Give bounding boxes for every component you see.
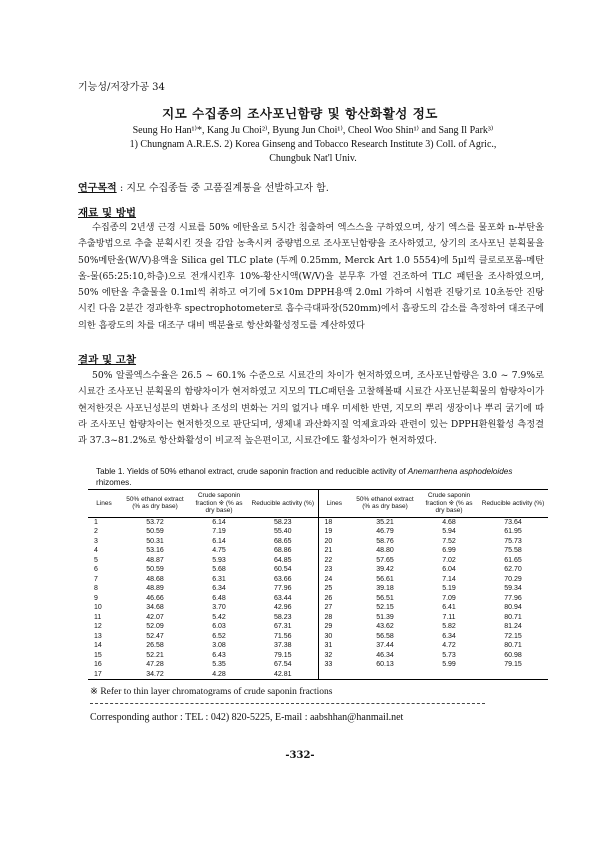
table-cell: 6.14	[212, 518, 226, 526]
table-cell: 6.14	[212, 537, 226, 545]
table-cell: 11	[94, 613, 102, 621]
research-purpose	[78, 179, 329, 194]
table-cell: 46.34	[376, 651, 394, 659]
divider	[90, 703, 485, 704]
table-cell: 71.56	[273, 632, 292, 640]
table-cell: 4.72	[442, 642, 456, 649]
table-cell: 6.34	[212, 585, 226, 592]
purpose-label: 연구목적	[78, 183, 117, 194]
table-cell: 6.48	[212, 594, 226, 602]
table-cell: 10	[94, 604, 102, 611]
table-cell: 29	[318, 622, 350, 632]
table-cell: 59.34	[504, 585, 522, 592]
table-cell: 50.31	[146, 537, 164, 545]
table-cell: 5.19	[442, 585, 456, 592]
table-cell	[350, 670, 420, 680]
col-ethanol: 50% ethanol extract (% as dry base)	[120, 490, 190, 518]
table-row	[88, 556, 548, 566]
col-ethanol: 50% ethanol extract (% as dry base)	[350, 490, 420, 518]
paper-title: 지모 수집종의 조사포닌함량 및 항산화활성 정도	[162, 106, 438, 121]
table-cell: 48.87	[146, 556, 164, 564]
table-cell: 37.44	[376, 642, 394, 649]
table-cell: 5.93	[212, 556, 226, 564]
table-row	[88, 660, 548, 670]
table-cell: 34.72	[120, 670, 190, 680]
table-cell: 5.68	[212, 566, 226, 573]
table-cell: 26	[318, 594, 350, 604]
table-cell: 80.71	[504, 642, 522, 649]
table-row	[88, 584, 548, 594]
table-cell: 79.15	[504, 661, 522, 668]
table-cell: 20	[318, 537, 350, 547]
col-activity: Reducible activity (%)	[248, 490, 318, 518]
table-cell: 64.85	[273, 556, 292, 564]
corresponding-author: Corresponding author : TEL : 042) 820-5225, E-mail : aabshhan@hanmail.net	[90, 712, 404, 723]
table-cell: 9	[94, 594, 98, 602]
table-cell: 5.73	[442, 651, 456, 659]
col-saponin: Crude saponin fraction ※ (% as dry base)	[420, 490, 478, 518]
table-footnote: ※ Refer to thin layer chromatograms of crude saponin fractions	[90, 687, 333, 697]
table-cell: 46.66	[146, 594, 164, 602]
table-cell: 60.13	[376, 661, 394, 668]
table-cell: 5.42	[212, 613, 226, 621]
table-cell: 4.68	[442, 518, 456, 526]
table-cell: 15	[94, 651, 102, 659]
table-cell: 39.18	[376, 585, 394, 592]
table-cell: 17	[88, 670, 120, 680]
col-activity: Reducible activity (%)	[478, 490, 548, 518]
table-cell: 14	[94, 642, 102, 649]
table-row	[88, 632, 548, 642]
table-cell: 37.38	[273, 642, 292, 649]
table-cell: 68.86	[273, 547, 292, 554]
table-cell: 7	[94, 575, 98, 583]
page-number: -332-	[285, 750, 315, 761]
table-cell: 46.79	[376, 528, 394, 535]
session-tag: 기능성/저장가공 34	[78, 82, 165, 93]
table-cell: 81.24	[504, 623, 522, 630]
table-cell: 53.72	[146, 518, 164, 526]
purpose-text: : 지모 수집종들 중 고품질계통을 선발하고자 함.	[116, 183, 329, 194]
table-cell: 6.99	[442, 547, 456, 554]
table-cell: 68.65	[273, 537, 292, 545]
table-cell: 58.23	[273, 518, 292, 526]
table-cell: 33	[318, 660, 350, 670]
table-cell: 5.94	[442, 528, 456, 535]
table-cell: 5.82	[442, 623, 456, 630]
table-cell: 56.61	[376, 575, 394, 583]
methods-paragraph: 수집종의 2년생 근경 시료를 50% 에탄올로 5시간 침출하여 엑스스을 구하였으며, 상기 엑스를 물포화 n-부탄올 추출방법으로 추출 분획시킨 것을 감압 농축시켜 중량법으로 조사포닌함량을 조사하였고, 상기의 조사포닌 분획물을 50%메탄올(W/V)용액을 Silica gel TLC plate (두께 0.25mm, Merck Art 1.0 5554)에 5μl씩 클로로포롬-메탄올-물(65:25:10,하층)으로 전개시킨후 10%-황산시액(W/V)을 분무후 가열 건조하여 TLC 패턴을 조사하였으며, 50% 에탄올 추출물을 0.1ml씩 취하고 여기에 5×10m DPPH용액 2.0ml 가하여 시험관 진탕기로 10초동안 진탕시킨 다음 2분간 경과한후 spectrophotometer로 흡수극대파장(520mm)에서 흡광도의 감소를 측정하여 대조구에 의한 흡광도의 차를 대조구 대비 백분율로 항산화활성정도를 계산하였다	[78, 222, 544, 331]
table-cell: 58.76	[376, 537, 394, 545]
table-row	[88, 565, 548, 575]
table-row	[88, 594, 548, 604]
table-cell: 56.58	[376, 632, 394, 640]
table-cell: 80.71	[504, 613, 522, 621]
table-cell: 32	[318, 651, 350, 661]
table-cell: 55.40	[273, 528, 292, 535]
table-cell	[478, 670, 548, 680]
table-header-row	[88, 490, 548, 518]
methods-heading: 재료 및 방법	[78, 207, 137, 219]
results-heading: 결과 및 고찰	[78, 354, 137, 366]
col-lines: Lines	[318, 490, 350, 518]
table-cell: 6.34	[442, 632, 456, 640]
table-cell: 60.54	[273, 566, 292, 573]
table-cell: 7.52	[442, 537, 456, 545]
table-cell: 52.47	[146, 632, 164, 640]
results-paragraph: 50% 알콜엑스수율은 26.5 ~ 60.1% 수준으로 시료간의 차이가 현저하였으며, 조사포닌함량은 3.0 ~ 7.9%로 시료간 조사포닌 분획물의 함량차이가 현저하였고 지모의 TLC패턴을 고찰해볼때 시료간 사포닌분획물의 함량차이가 현저한것은 사포닌성분의 변화나 조성의 변화는 거의 없거나 매우 미세한 반면, 지모의 뿌리 생장이나 뿌리 굵기에 따라 조사포닌 함량차이는 현저한것으로 판단되며, 생체내 과산화지질 억제효과와 관련이 있는 DPPH환원활성 측정결과 37.3~81.2%로 항산화활성이 비교적 높은편이고, 시료간에도 활성차이가 현저하였다.	[78, 370, 544, 447]
table-cell: 39.42	[376, 566, 394, 573]
table-cell: 3.70	[212, 604, 226, 611]
table-cell: 79.15	[273, 651, 292, 659]
table-row	[88, 575, 548, 585]
table-row	[88, 622, 548, 632]
table-cell: 57.65	[376, 556, 394, 564]
table-cell: 75.73	[504, 537, 522, 545]
author-block	[78, 124, 548, 166]
table-cell: 7.11	[442, 613, 456, 621]
table-cell: 27	[318, 603, 350, 613]
table-cell: 6.03	[212, 623, 226, 630]
table-cell: 52.09	[146, 623, 164, 630]
table-row	[88, 613, 548, 623]
table-cell: 31	[318, 641, 350, 651]
table-cell: 5.99	[442, 661, 456, 668]
table-cell: 30	[318, 632, 350, 642]
table-cell: 50.59	[146, 566, 164, 573]
table-cell: 5.35	[212, 661, 226, 668]
table-cell: 1	[94, 518, 98, 526]
table-cell: 23	[318, 565, 350, 575]
table-cell: 16	[94, 661, 102, 668]
table-cell: 35.21	[376, 518, 394, 526]
table-cell: 12	[94, 623, 102, 630]
table-cell: 52.21	[146, 651, 164, 659]
table-cell: 77.96	[273, 585, 292, 592]
table-cell: 4.28	[190, 670, 248, 680]
table-cell: 48.89	[146, 585, 164, 592]
author-names: Seung Ho Han¹⁾*, Kang Ju Choi²⁾, Byung Jun Choi¹⁾, Cheol Woo Shin¹⁾ and Sang Il Park³⁾	[132, 125, 494, 136]
table-cell: 7.02	[442, 556, 456, 564]
table-cell: 42.81	[248, 670, 318, 680]
table-cell: 2	[94, 528, 98, 535]
table-cell: 4	[94, 547, 98, 554]
table-cell: 21	[318, 546, 350, 556]
table-cell: 53.16	[146, 547, 164, 554]
table-cell: 25	[318, 584, 350, 594]
table-cell: 47.28	[146, 661, 164, 668]
table-cell: 58.23	[273, 613, 292, 621]
table-cell: 42.96	[273, 604, 292, 611]
table-cell: 77.96	[504, 594, 522, 602]
table-cell: 67.54	[273, 661, 292, 668]
table-cell: 80.94	[504, 604, 522, 611]
table-cell: 48.80	[376, 547, 394, 554]
table-cell: 75.58	[504, 547, 522, 554]
table-cell: 6.43	[212, 651, 226, 659]
table-cell: 6.41	[442, 604, 456, 611]
table-cell: 18	[318, 517, 350, 527]
yield-table	[88, 489, 548, 680]
table-cell: 72.15	[504, 632, 522, 640]
table-cell: 4.75	[212, 547, 226, 554]
table-cell: 67.31	[273, 623, 292, 630]
table-row	[88, 546, 548, 556]
table-cell: 51.39	[376, 613, 394, 621]
table-row	[88, 537, 548, 547]
table-cell: 7.19	[212, 528, 226, 535]
table-row	[88, 651, 548, 661]
table-cell: 22	[318, 556, 350, 566]
table-cell: 48.68	[146, 575, 164, 583]
table-cell: 8	[94, 585, 98, 592]
table-cell: 28	[318, 613, 350, 623]
table-caption: Table 1. Yields of 50% ethanol extract, crude saponin fraction and reducible activity of Anemarrhena asphodeloides rhizomes.	[96, 467, 513, 487]
table-cell: 70.29	[504, 575, 522, 583]
table-cell: 7.14	[442, 575, 456, 583]
table-row	[88, 517, 548, 527]
table-cell: 61.65	[504, 556, 522, 564]
table-cell: 6.31	[212, 575, 226, 583]
table-row	[88, 527, 548, 537]
table-cell: 24	[318, 575, 350, 585]
table-cell: 63.66	[273, 575, 292, 583]
col-lines: Lines	[88, 490, 120, 518]
table-cell: 6	[94, 566, 98, 573]
table-cell: 3	[94, 537, 98, 545]
table-cell: 50.59	[146, 528, 164, 535]
table-cell: 73.64	[504, 518, 522, 526]
table-cell: 42.07	[146, 613, 164, 621]
table-cell: 26.58	[146, 642, 164, 649]
table-cell: 19	[318, 527, 350, 537]
table-cell: 13	[94, 632, 102, 640]
table-cell: 7.09	[442, 594, 456, 602]
table-cell: 43.62	[376, 623, 394, 630]
table-cell: 6.04	[442, 566, 456, 573]
table-cell: 3.08	[212, 642, 226, 649]
table-cell: 60.98	[504, 651, 522, 659]
table-cell: 6.52	[212, 632, 226, 640]
table-row	[88, 641, 548, 651]
affiliation-line: 1) Chungnam A.R.E.S. 2) Korea Ginseng and Tobacco Research Institute 3) Coll. of Agric.,	[129, 139, 497, 150]
table-cell: 61.95	[504, 528, 522, 535]
table-cell: 62.70	[504, 566, 522, 573]
table-row	[88, 603, 548, 613]
species-name: Anemarrhena asphodeloides	[407, 467, 513, 476]
table-cell: 5	[94, 556, 98, 564]
table-cell	[420, 670, 478, 680]
table-cell	[318, 670, 350, 680]
affiliation-line: Chungbuk Nat'l Univ.	[269, 153, 357, 164]
table-cell: 52.15	[376, 604, 394, 611]
table-row	[88, 670, 548, 680]
table-cell: 56.51	[376, 594, 394, 602]
table-cell: 63.44	[273, 594, 292, 602]
col-saponin: Crude saponin fraction ※ (% as dry base)	[190, 490, 248, 518]
table-cell: 34.68	[146, 604, 164, 611]
